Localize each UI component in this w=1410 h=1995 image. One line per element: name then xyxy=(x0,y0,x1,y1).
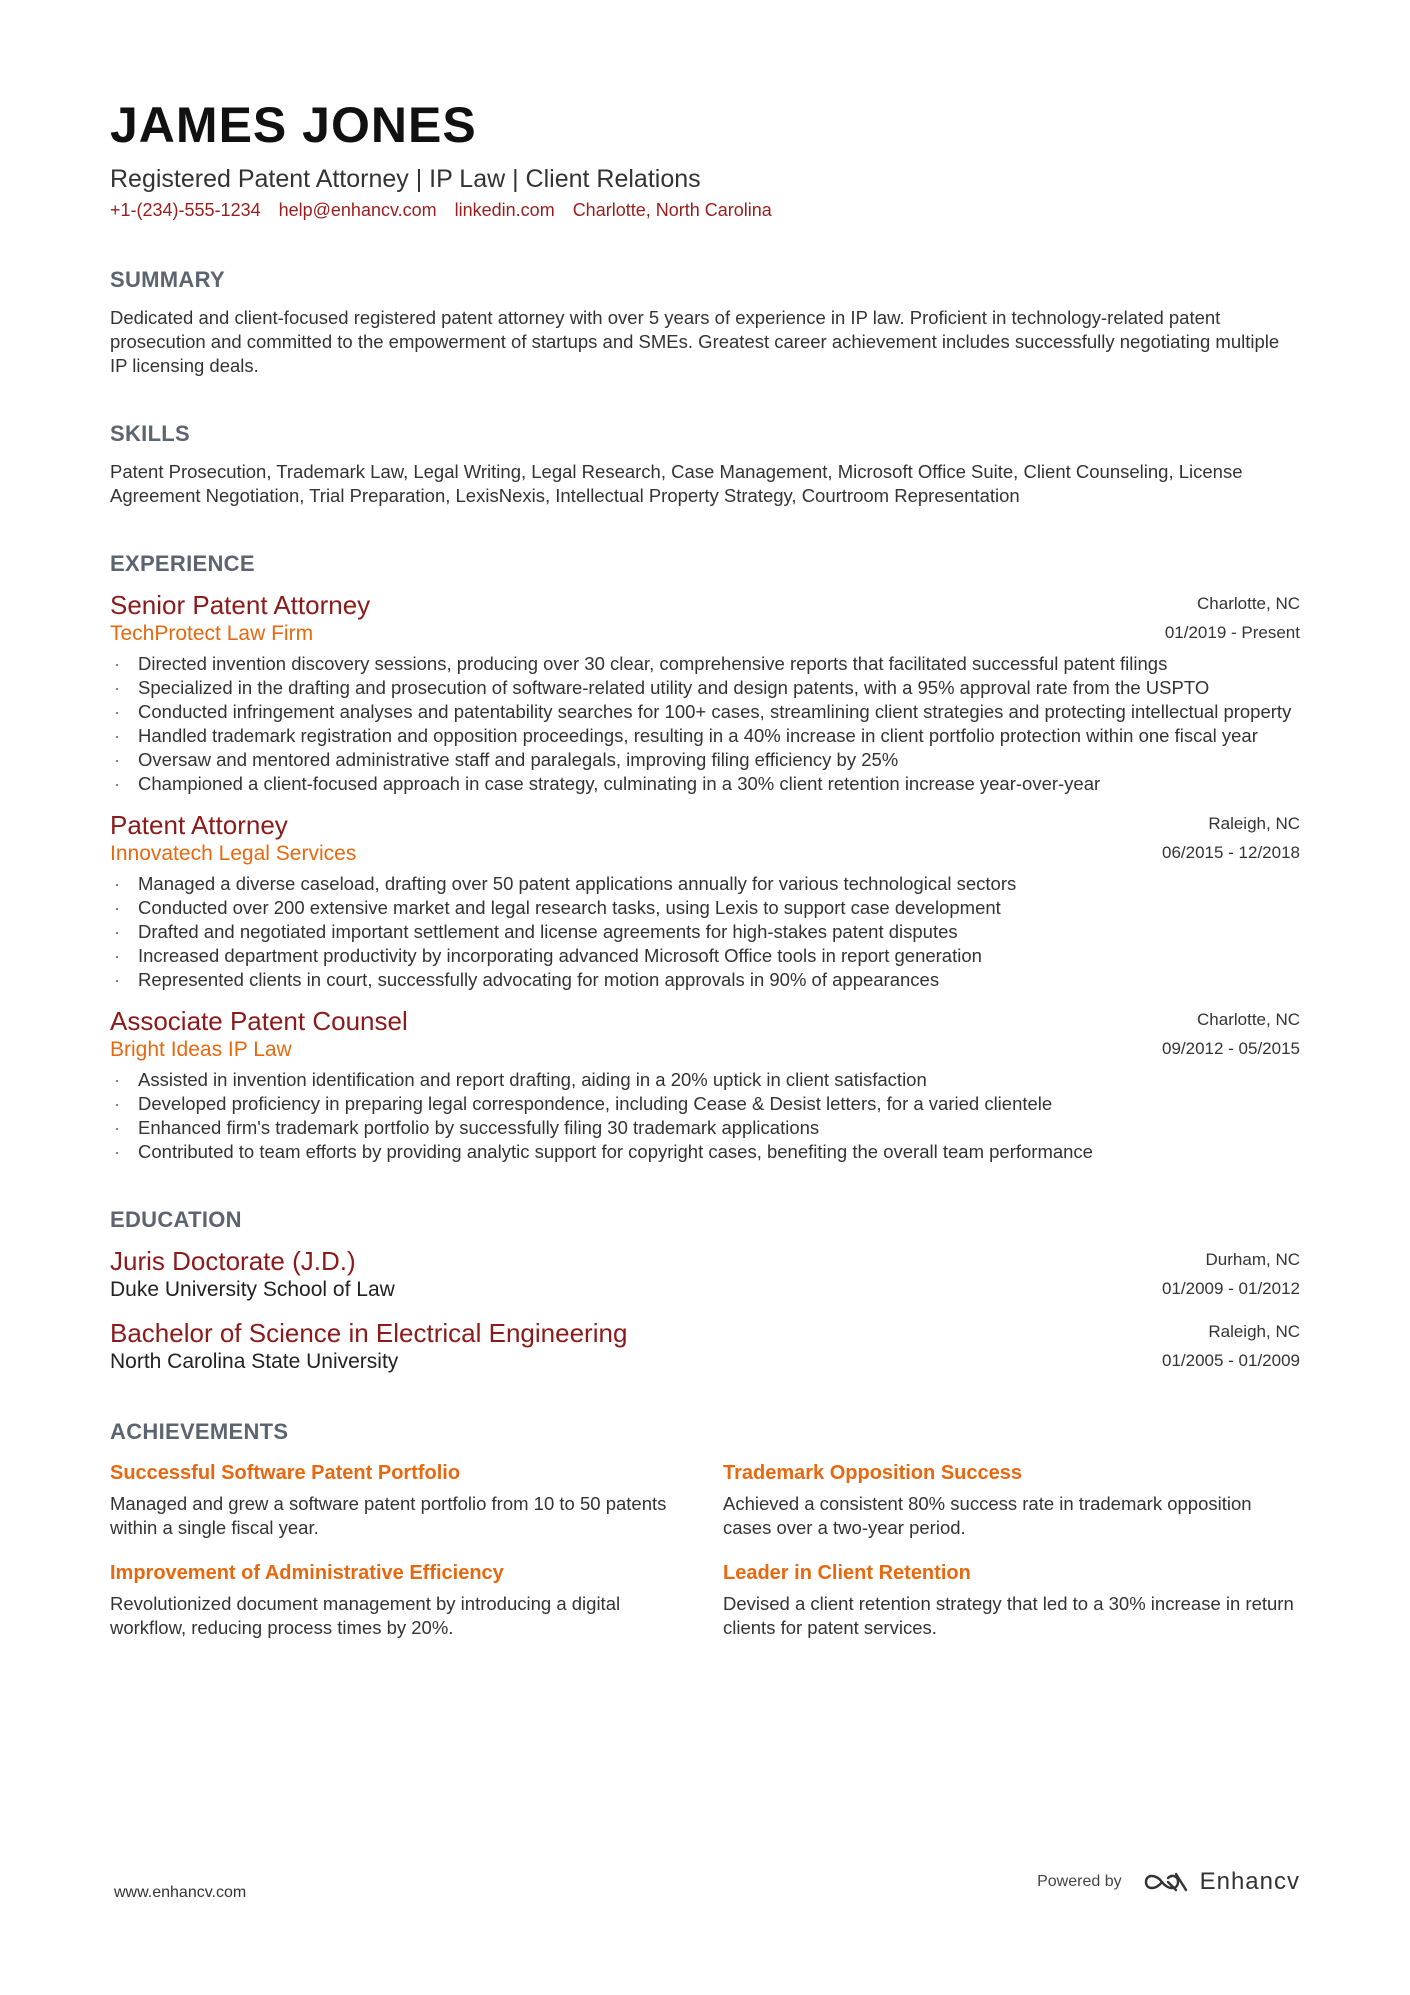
education-location: Durham, NC xyxy=(1205,1250,1300,1269)
education-dates: 01/2009 - 01/2012 xyxy=(1161,1279,1300,1298)
bullet-item: · Conducted over 200 extensive market and legal research tasks, using Lexis to support case development xyxy=(110,896,1300,920)
education-entry xyxy=(110,1318,1300,1376)
bullet-item: · Managed a diverse caseload, drafting over 50 patent applications annually for various technological sectors xyxy=(110,872,1300,896)
job-location: Raleigh, NC xyxy=(1208,814,1300,833)
degree-title: Juris Doctorate (J.D.) xyxy=(110,1246,356,1276)
candidate-name: JAMES JONES xyxy=(110,97,477,153)
enhancv-logo-icon xyxy=(1142,1869,1190,1895)
experience-entry xyxy=(110,1006,1300,1164)
bullet-item: · Developed proficiency in preparing legal correspondence, including Cease & Desist letters, for a varied clientele xyxy=(110,1092,1300,1116)
footer-branding xyxy=(1037,1868,1300,1896)
achievement-title: Trademark Opposition Success xyxy=(723,1462,1022,1484)
achievement-item xyxy=(723,1560,1300,1640)
bullet-item: · Championed a client-focused approach in case strategy, culminating in a 30% client retention increase year-over-year xyxy=(110,772,1300,796)
achievement-description: Achieved a consistent 80% success rate in trademark opposition cases over a two-year period. xyxy=(723,1493,1252,1538)
bullet-item: · Oversaw and mentored administrative staff and paralegals, improving filing efficiency by 25% xyxy=(110,748,1300,772)
bullet-item: · Specialized in the drafting and prosecution of software-related utility and design patents, with a 95% approval rate from the USPTO xyxy=(110,676,1300,700)
achievement-description: Revolutionized document management by introducing a digital workflow, reducing process times by 20%. xyxy=(110,1593,621,1638)
location-text: Charlotte, North Carolina xyxy=(572,200,772,220)
education-entry xyxy=(110,1246,1300,1304)
job-dates: 06/2015 - 12/2018 xyxy=(1161,843,1300,862)
bullet-item: · Contributed to team efforts by providing analytic support for copyright cases, benefiting the overall team performance xyxy=(110,1140,1300,1164)
email-link[interactable]: help@enhancv.com xyxy=(278,200,437,220)
phone-link[interactable]: +1-(234)-555-1234 xyxy=(110,200,261,220)
achievement-item xyxy=(110,1560,687,1640)
job-bullets xyxy=(110,652,1300,796)
education-heading: EDUCATION xyxy=(110,1207,242,1232)
bullet-item: · Represented clients in court, successfully advocating for motion approvals in 90% of appearances xyxy=(110,968,1300,992)
job-title: Senior Patent Attorney xyxy=(110,590,371,620)
brand-logo[interactable] xyxy=(1142,1868,1300,1896)
job-dates: 09/2012 - 05/2015 xyxy=(1161,1039,1300,1058)
achievements-heading: ACHIEVEMENTS xyxy=(110,1419,289,1444)
achievement-title: Improvement of Administrative Efficiency xyxy=(110,1562,504,1584)
bullet-item: · Directed invention discovery sessions, producing over 30 clear, comprehensive reports that facilitated successful patent filings xyxy=(110,652,1300,676)
resume-page xyxy=(110,97,1300,1640)
skills-heading: SKILLS xyxy=(110,421,191,446)
experience-entry xyxy=(110,810,1300,992)
school-name: Duke University School of Law xyxy=(110,1278,395,1301)
headline: Registered Patent Attorney | IP Law | Client Relations xyxy=(110,165,701,193)
job-bullets xyxy=(110,1068,1300,1164)
experience-entry xyxy=(110,590,1300,796)
summary-heading: SUMMARY xyxy=(110,267,225,292)
company-name: Bright Ideas IP Law xyxy=(110,1038,292,1061)
job-title: Associate Patent Counsel xyxy=(110,1006,408,1036)
achievement-description: Devised a client retention strategy that led to a 30% increase in return clients for patent services. xyxy=(723,1593,1294,1638)
education-location: Raleigh, NC xyxy=(1208,1322,1300,1341)
footer-website[interactable]: www.enhancv.com xyxy=(114,1884,247,1901)
job-title: Patent Attorney xyxy=(110,810,288,840)
achievement-item xyxy=(723,1460,1300,1540)
brand-name: Enhancv xyxy=(1199,1868,1300,1895)
powered-by-label: Powered by xyxy=(1037,1873,1122,1890)
job-location: Charlotte, NC xyxy=(1197,594,1300,613)
linkedin-link[interactable]: linkedin.com xyxy=(454,200,555,220)
achievement-item xyxy=(110,1460,687,1540)
bullet-item: · Assisted in invention identification and report drafting, aiding in a 20% uptick in client satisfaction xyxy=(110,1068,1300,1092)
bullet-item: · Increased department productivity by incorporating advanced Microsoft Office tools in report generation xyxy=(110,944,1300,968)
contact-info xyxy=(110,198,1300,222)
job-location: Charlotte, NC xyxy=(1197,1010,1300,1029)
degree-title: Bachelor of Science in Electrical Engineering xyxy=(110,1318,628,1348)
bullet-item: · Enhanced firm's trademark portfolio by successfully filing 30 trademark applications xyxy=(110,1116,1300,1140)
achievement-description: Managed and grew a software patent portfolio from 10 to 50 patents within a single fiscal year. xyxy=(110,1493,667,1538)
education-dates: 01/2005 - 01/2009 xyxy=(1161,1351,1300,1370)
school-name: North Carolina State University xyxy=(110,1350,399,1373)
job-dates: 01/2019 - Present xyxy=(1164,623,1300,642)
company-name: TechProtect Law Firm xyxy=(110,622,314,645)
experience-heading: EXPERIENCE xyxy=(110,551,255,576)
achievement-title: Successful Software Patent Portfolio xyxy=(110,1462,461,1484)
bullet-item: · Conducted infringement analyses and patentability searches for 100+ cases, streamlining client strategies and protecting intellectual property xyxy=(110,700,1300,724)
job-bullets xyxy=(110,872,1300,992)
skills-list: Patent Prosecution, Trademark Law, Legal Writing, Legal Research, Case Management, Microsoft Office Suite, Client Counseling, License Agreement Negotiation, Trial Preparation, LexisNexis, Intellectual Property Strategy, Courtroom Representation xyxy=(110,461,1243,506)
bullet-item: · Handled trademark registration and opposition proceedings, resulting in a 40% increase in client portfolio protection within one fiscal year xyxy=(110,724,1300,748)
company-name: Innovatech Legal Services xyxy=(110,842,357,865)
bullet-item: · Drafted and negotiated important settlement and license agreements for high-stakes patent disputes xyxy=(110,920,1300,944)
summary-text: Dedicated and client-focused registered patent attorney with over 5 years of experience in IP law. Proficient in technology-related patent prosecution and committed to the empowerment of startups and SMEs. Greatest career achievement includes successfully negotiating multiple IP licensing deals. xyxy=(110,307,1280,376)
achievements-grid xyxy=(110,1460,1300,1640)
achievement-title: Leader in Client Retention xyxy=(723,1562,971,1584)
